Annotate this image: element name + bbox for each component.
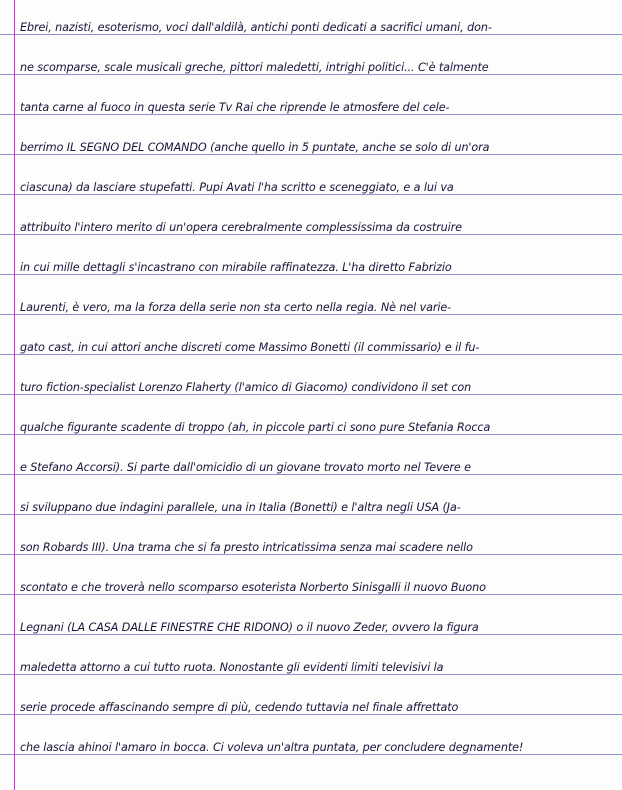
text-line: ciascuna) da lasciare stupefatti. Pupi Avati l'ha scritto e sceneggiato, e a lui va: [20, 181, 454, 194]
text-line: Laurenti, è vero, ma la forza della serie non sta certo nella regia. Nè nel varie-: [20, 301, 452, 314]
text-line: ne scomparse, scale musicali greche, pittori maledetti, intrighi politici... C'è talmente: [20, 61, 489, 74]
margin-line: [14, 0, 15, 790]
text-line: serie procede affascinando sempre di più, cedendo tuttavia nel finale affrettato: [20, 701, 459, 714]
text-line: scontato e che troverà nello scomparso esoterista Norberto Sinisgalli il nuovo Buono: [20, 581, 486, 594]
text-line: e Stefano Accorsi). Si parte dall'omicidio di un giovane trovato morto nel Tevere e: [20, 461, 471, 474]
text-line: attribuito l'intero merito di un'opera cerebralmente complessissima da costruire: [20, 221, 462, 234]
text-line: che lascia ahinoi l'amaro in bocca. Ci voleva un'altra puntata, per concludere degnamente!: [20, 741, 524, 754]
text-line: gato cast, in cui attori anche discreti come Massimo Bonetti (il commissario) e il fu-: [20, 341, 480, 354]
text-line: Ebrei, nazisti, esoterismo, voci dall'aldilà, antichi ponti dedicati a sacrifici umani, don-: [20, 21, 492, 34]
text-line: in cui mille dettagli s'incastrano con mirabile raffinatezza. L'ha diretto Fabrizio: [20, 261, 452, 274]
text-line: tanta carne al fuoco in questa serie Tv Rai che riprende le atmosfere del cele-: [20, 101, 450, 114]
handwritten-text: [20, 0, 616, 760]
text-line: Legnani (LA CASA DALLE FINESTRE CHE RIDONO) o il nuovo Zeder, ovvero la figura: [20, 621, 479, 634]
text-line: berrimo IL SEGNO DEL COMANDO (anche quello in 5 puntate, anche se solo di un'ora: [20, 141, 490, 154]
text-line: turo fiction-specialist Lorenzo Flaherty (l'amico di Giacomo) condividono il set con: [20, 381, 472, 394]
text-line: son Robards III). Una trama che si fa presto intricatissima senza mai scadere nello: [20, 541, 473, 554]
text-line: si sviluppano due indagini parallele, una in Italia (Bonetti) e l'altra negli USA (Ja-: [20, 501, 461, 514]
text-line: qualche figurante scadente di troppo (ah, in piccole parti ci sono pure Stefania Rocca: [20, 421, 491, 434]
text-line: maledetta attorno a cui tutto ruota. Nonostante gli evidenti limiti televisivi la: [20, 661, 444, 674]
